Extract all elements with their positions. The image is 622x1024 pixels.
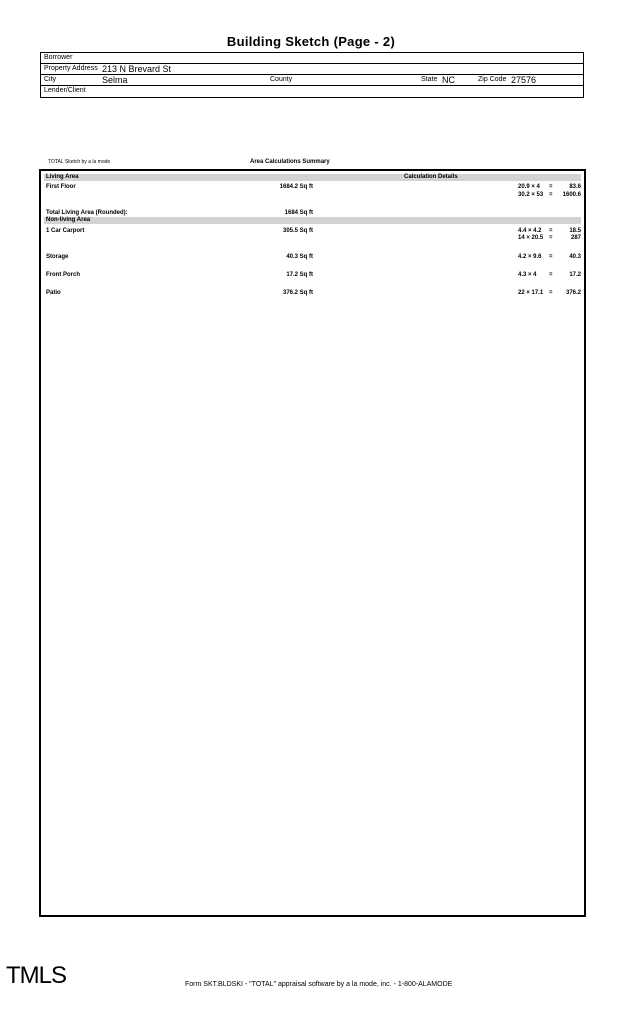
calc-result: 17.2: [569, 272, 581, 278]
calc-equals: =: [549, 235, 553, 241]
county-label: County: [270, 76, 293, 83]
sketch-by-label: TOTAL Sketch by a la mode: [48, 159, 111, 165]
property-address-value: 213 N Brevard St: [102, 64, 172, 74]
tmls-logo: TMLS: [6, 962, 67, 989]
calc-expression: 4.3 × 4: [518, 272, 537, 278]
city-label: City: [44, 76, 57, 83]
state-label: State: [421, 76, 438, 83]
calc-equals: =: [549, 192, 553, 198]
lender-client-label: Lender/Client: [44, 87, 86, 94]
calc-expression: 22 × 17.1: [518, 290, 544, 296]
summary-title: Area Calculations Summary: [250, 159, 330, 165]
calc-result: 18.5: [569, 228, 581, 234]
calc-equals: =: [549, 254, 553, 260]
state-value: NC: [442, 75, 455, 85]
calc-result: 83.6: [569, 184, 581, 190]
calc-result: 287: [570, 235, 581, 241]
calc-equals: =: [549, 272, 553, 278]
area-value: 305.5 Sq ft: [282, 228, 313, 234]
area-name: Storage: [46, 254, 69, 260]
borrower-label: Borrower: [44, 54, 73, 61]
property-info-box: [40, 52, 584, 98]
calc-equals: =: [549, 184, 553, 190]
area-value: 1684.2 Sq ft: [279, 184, 313, 190]
area-name: 1 Car Carport: [46, 228, 85, 234]
calc-expression: 4.4 × 4.2: [518, 228, 542, 234]
area-value: 17.2 Sq ft: [286, 272, 313, 278]
calc-expression: 4.2 × 9.6: [518, 254, 542, 260]
area-name: Patio: [46, 290, 61, 296]
living-area-header-bar: [44, 174, 581, 181]
calc-equals: =: [549, 228, 553, 234]
area-name: Front Porch: [46, 272, 80, 278]
city-row: [41, 75, 583, 86]
area-calculations-box: [39, 169, 586, 917]
non-living-area-header: Non-living Area: [46, 217, 91, 223]
calc-expression: 20.9 × 4: [518, 184, 540, 190]
living-area-header: Living Area: [46, 174, 79, 180]
page-title: Building Sketch (Page - 2): [226, 34, 396, 49]
total-living-area-value: 1684 Sq ft: [284, 210, 313, 216]
calc-result: 376.2: [565, 290, 581, 296]
calc-expression: 14 × 20.5: [518, 235, 544, 241]
footer-form-text: Form SKT.BLDSKI - "TOTAL" appraisal software by a la mode, inc. - 1-800-ALAMODE: [185, 981, 453, 988]
calc-result: 40.3: [569, 254, 581, 260]
area-name: First Floor: [46, 184, 76, 190]
property-address-row: [41, 64, 583, 75]
lender-row: [41, 86, 583, 97]
borrower-row: [41, 53, 583, 64]
non-living-area-header-bar: [44, 217, 581, 224]
area-value: 376.2 Sq ft: [282, 290, 313, 296]
total-living-area-label: Total Living Area (Rounded):: [46, 210, 128, 216]
calc-expression: 30.2 × 53: [518, 192, 544, 198]
calc-equals: =: [549, 290, 553, 296]
calc-result: 1600.6: [562, 192, 581, 198]
zip-code-value: 27576: [511, 75, 537, 85]
zip-code-label: Zip Code: [478, 76, 507, 83]
city-value: Selma: [102, 75, 128, 85]
calculation-details-header: Calculation Details: [404, 174, 458, 180]
property-address-label: Property Address: [44, 65, 98, 72]
area-value: 40.3 Sq ft: [286, 254, 313, 260]
